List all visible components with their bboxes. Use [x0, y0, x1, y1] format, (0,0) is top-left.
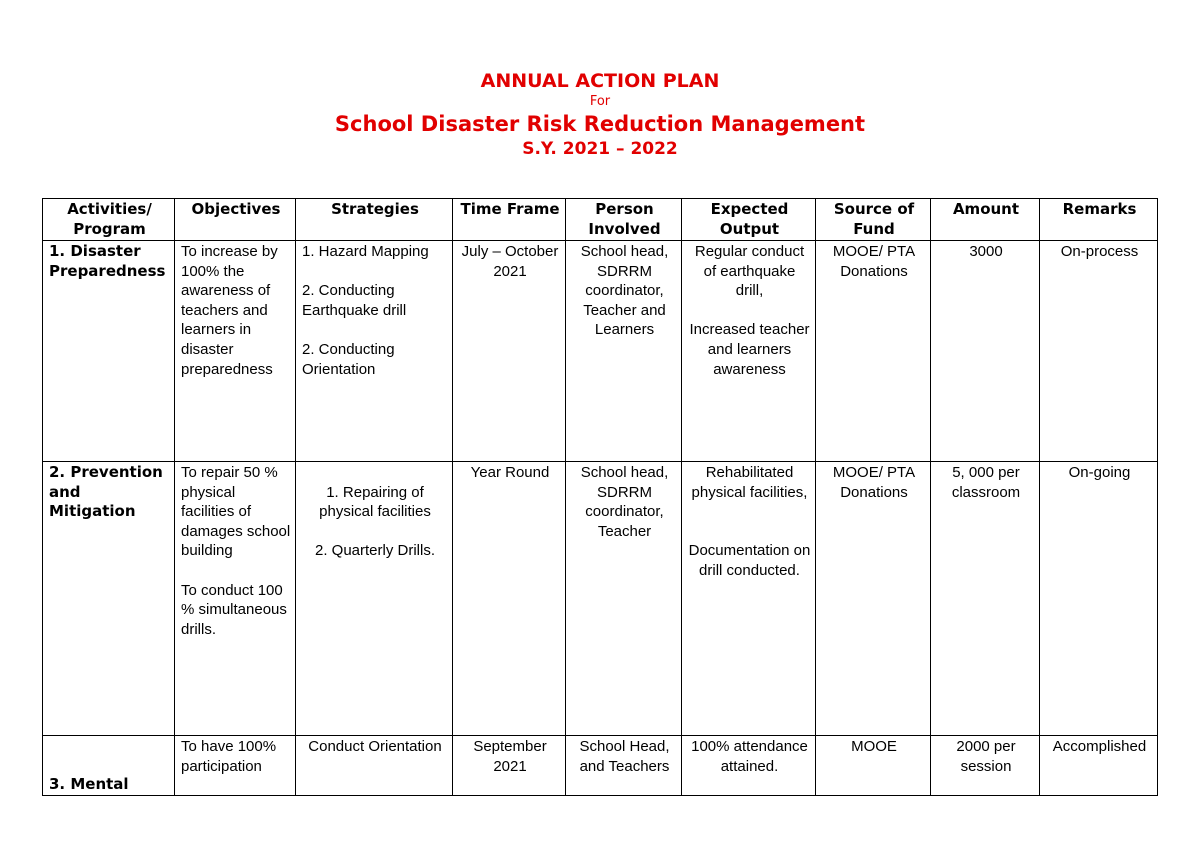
- column-header: Person Involved: [566, 199, 682, 241]
- amount-cell: 2000 per session: [931, 736, 1040, 796]
- fund-cell: MOOE/ PTA Donations: [816, 241, 931, 462]
- document-title: ANNUAL ACTION PLAN: [480, 70, 720, 92]
- fund-cell: MOOE/ PTA Donations: [816, 462, 931, 736]
- amount-cell: 5, 000 per classroom: [931, 462, 1040, 736]
- column-header: Strategies: [296, 199, 453, 241]
- document-header: [0, 68, 1200, 160]
- strategies-cell: 1. Repairing of physical facilities 2. Quarterly Drills.: [296, 462, 453, 736]
- time-frame-cell: Year Round: [453, 462, 566, 736]
- strategies-cell: Conduct Orientation: [296, 736, 453, 796]
- amount-cell: 3000: [931, 241, 1040, 462]
- strategies-cell: 1. Hazard Mapping 2. Conducting Earthquake drill 2. Conducting Orientation: [296, 241, 453, 462]
- school-year: S.Y. 2021 – 2022: [522, 139, 678, 159]
- fund-cell: MOOE: [816, 736, 931, 796]
- time-frame-cell: September 2021: [453, 736, 566, 796]
- activity-cell: 2. Prevention and Mitigation: [43, 462, 175, 736]
- output-cell: Regular conduct of earthquake drill, Increased teacher and learners awareness: [682, 241, 816, 462]
- output-cell: Rehabilitated physical facilities, Documentation on drill conducted.: [682, 462, 816, 736]
- column-header: Amount: [931, 199, 1040, 241]
- activity-cell: 3. Mental: [43, 736, 175, 796]
- table-row: [43, 241, 1158, 462]
- persons-cell: School head, SDRRM coordinator, Teacher and Learners: [566, 241, 682, 462]
- output-cell: 100% attendance attained.: [682, 736, 816, 796]
- activity-cell: 1. Disaster Preparedness: [43, 241, 175, 462]
- column-header: Remarks: [1040, 199, 1158, 241]
- action-plan-table: [42, 198, 1158, 796]
- remarks-cell: On-going: [1040, 462, 1158, 736]
- table-row: [43, 736, 1158, 796]
- objectives-cell: To repair 50 % physical facilities of damages school building To conduct 100 % simultaneous drills.: [175, 462, 296, 736]
- column-header: Expected Output: [682, 199, 816, 241]
- objectives-cell: To have 100% participation: [175, 736, 296, 796]
- table-row: [43, 462, 1158, 736]
- persons-cell: School Head, and Teachers: [566, 736, 682, 796]
- persons-cell: School head, SDRRM coordinator, Teacher: [566, 462, 682, 736]
- column-header: Time Frame: [453, 199, 566, 241]
- objectives-cell: To increase by 100% the awareness of teachers and learners in disaster preparedness: [175, 241, 296, 462]
- time-frame-cell: July – October 2021: [453, 241, 566, 462]
- for-label: For: [589, 94, 611, 109]
- remarks-cell: On-process: [1040, 241, 1158, 462]
- column-header: Objectives: [175, 199, 296, 241]
- column-header: Source of Fund: [816, 199, 931, 241]
- column-header: Activities/ Program: [43, 199, 175, 241]
- remarks-cell: Accomplished: [1040, 736, 1158, 796]
- document-subtitle: School Disaster Risk Reduction Management: [334, 112, 866, 136]
- table-header-row: [43, 199, 1158, 241]
